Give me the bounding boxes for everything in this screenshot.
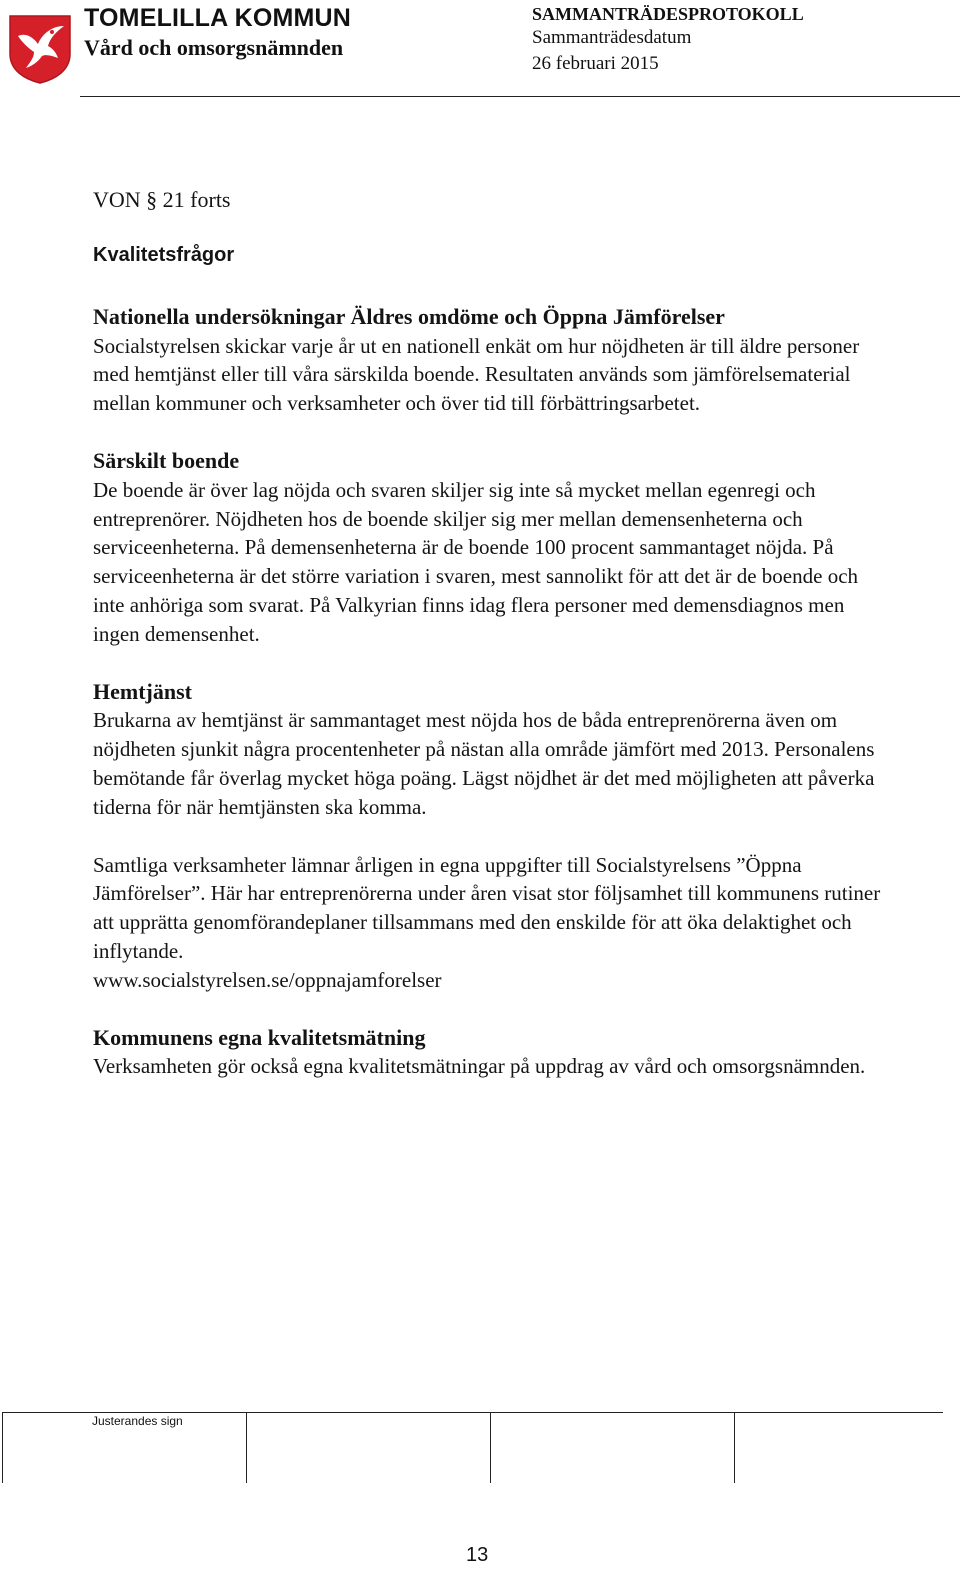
section-heading: Nationella undersökningar Äldres omdöme och Öppna Jämförelser (93, 303, 725, 329)
signature-cell (2, 1413, 3, 1483)
section-text: Socialstyrelsen skickar varje år ut en nationell enkät om hur nöjdheten är till äldre personer med hemtjänst eller till våra särskilda boende. Resultaten används som jämförelsematerial mellan kommuner och verksamheter och över tid till förbättringsarbetet. (93, 333, 860, 416)
section-text: De boende är över lag nöjda och svaren skiljer sig inte så mycket mellan egenregi och entreprenörer. Nöjdheten hos de boende skiljer sig mer mellan demensenheterna och serviceenheterna. På demensenheterna är de boende 100 procent sammantaget nöjda. På serviceenheterna är det större variation i svaren, mest sannolikt för att det är de boende och inte anhöriga som svarat. På Valkyrian finns idag flera personer med demensdiagnos men ingen demensenhet. (93, 477, 859, 646)
signature-label: Justerandes sign (92, 1414, 183, 1428)
section-national-surveys (93, 303, 893, 418)
socialstyrelsen-link[interactable]: www.socialstyrelsen.se/oppnajamforelser (93, 967, 442, 992)
organization-name: TOMELILLA KOMMUN (84, 4, 352, 32)
meeting-date: 26 februari 2015 (532, 53, 659, 74)
section-open-comparisons (93, 851, 893, 995)
meeting-date-label: Sammanträdesdatum (532, 27, 692, 48)
section-heading: Kommunens egna kvalitetsmätning (93, 1024, 426, 1050)
signature-cell (734, 1413, 735, 1483)
section-heading: Hemtjänst (93, 678, 192, 704)
section-home-care (93, 678, 893, 822)
coat-of-arms-icon (8, 14, 72, 84)
section-reference: VON § 21 forts (93, 187, 231, 212)
paragraph-open-comparisons: Samtliga verksamheter lämnar årligen in egna uppgifter till Socialstyrelsens ”Öppna Jämförelser”. Här har entreprenörerna under åren visat stor följsamhet till kommunens rutiner att upprätta genomförandeplaner tillsammans med den enskilde för att öka delaktighet och inflytande. (93, 852, 881, 963)
topic-title: Kvalitetsfrågor (93, 243, 235, 266)
protocol-body (93, 186, 893, 1081)
signature-cell (490, 1413, 491, 1483)
section-special-housing (93, 447, 893, 649)
section-own-quality-measurement (93, 1024, 893, 1082)
section-text: Verksamheten gör också egna kvalitetsmätningar på uppdrag av vård och omsorgsnämnden. (93, 1054, 866, 1079)
signature-cell (246, 1413, 247, 1483)
section-text: Brukarna av hemtjänst är sammantaget mest nöjda hos de båda entreprenörerna även om nöjdheten sjunkit några procentenheter på nästan alla område jämfört med 2013. Personalens bemötande får överlag mycket höga poäng. Lägst nöjdhet är det med möjligheten att påverka tiderna för när hemtjänsten ska komma. (93, 708, 875, 819)
board-name: Vård och omsorgsnämnden (84, 35, 344, 60)
header-divider (80, 96, 960, 97)
document-type: SAMMANTRÄDESPROTOKOLL (532, 4, 804, 24)
page-number: 13 (466, 1544, 489, 1566)
section-heading: Särskilt boende (93, 447, 240, 473)
